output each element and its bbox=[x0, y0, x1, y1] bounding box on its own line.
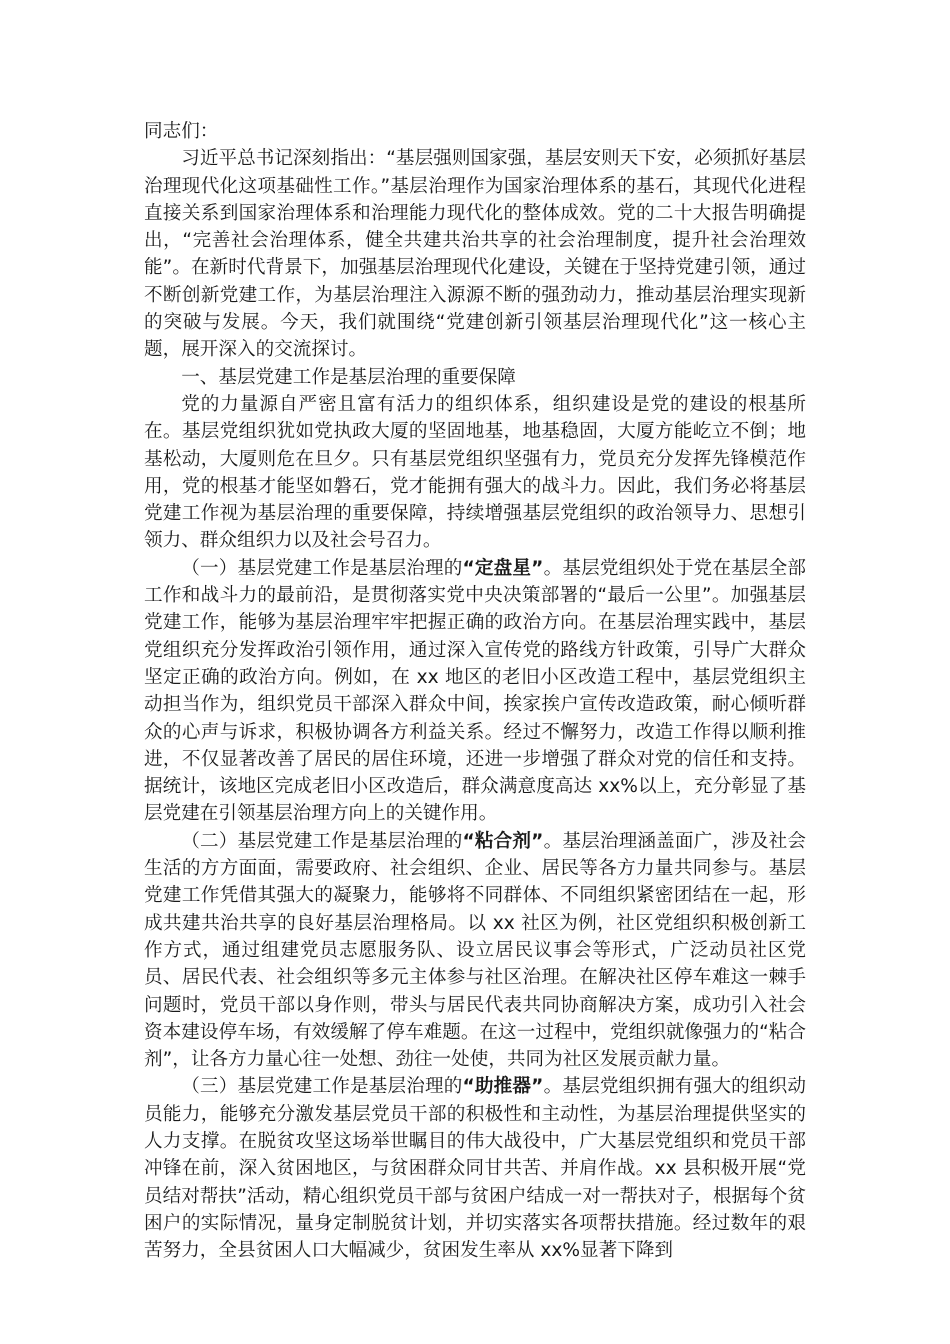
greeting: 同志们： bbox=[144, 121, 219, 142]
subsection-1-keyword: “定盘星” bbox=[462, 557, 544, 579]
document-body bbox=[144, 118, 806, 1264]
intro-paragraph: 习近平总书记深刻指出：“基层强则国家强，基层安则天下安，必须抓好基层治理现代化这项基础性工作。”基层治理作为国家治理体系的基石，其现代化进程直接关系到国家治理体系和治理能力现代化的整体成效。党的二十大报告明确提出，“完善社会治理体系，健全共建共治共享的社会治理制度，提升社会治理效能”。在新时代背景下，加强基层治理现代化建设，关键在于坚持党建引领，通过不断创新党建工作，为基层治理注入源源不断的强劲动力，推动基层治理实现新的突破与发展。今天，我们就围绕“党建创新引领基层治理现代化”这一核心主题，展开深入的交流探讨。 bbox=[144, 148, 806, 361]
section-1-heading: 一、基层党建工作是基层治理的重要保障 bbox=[181, 366, 516, 388]
subsection-2-lead: （二）基层党建工作是基层治理的 bbox=[181, 830, 463, 852]
subsection-1-paragraph bbox=[144, 555, 806, 828]
subsection-3-lead: （三）基层党建工作是基层治理的 bbox=[181, 1076, 463, 1098]
subsection-2-paragraph bbox=[144, 828, 806, 1074]
subsection-2-keyword: “粘合剂” bbox=[462, 830, 544, 852]
subsection-3-keyword: “助推器” bbox=[462, 1076, 544, 1098]
section-1-paragraph: 党的力量源自严密且富有活力的组织体系，组织建设是党的建设的根基所在。基层党组织犹如党执政大厦的坚固地基，地基稳固，大厦方能屹立不倒；地基松动，大厦则危在旦夕。只有基层党组织坚强有力，党员充分发挥先锋模范作用，党的根基才能坚如磐石，党才能拥有强大的战斗力。因此，我们务必将基层党建工作视为基层治理的重要保障，持续增强基层党组织的政治领导力、思想引领力、群众组织力以及社会号召力。 bbox=[144, 393, 806, 552]
subsection-1-body: 。基层党组织处于党在基层全部工作和战斗力的最前沿，是贯彻落实党中央决策部署的“最后一公里”。加强基层党建工作，能够为基层治理牢牢把握正确的政治方向。在基层治理实践中，基层党组织充分发挥政治引领作用，通过深入宣传党的路线方针政策，引导广大群众坚定正确的政治方向。例如，在 xx 地区的老旧小区改造工程中，基层党组织主动担当作为，组织党员干部深入群众中间，挨家挨户宣传改造政策，耐心倾听群众的心声与诉求，积极协调各方利益关系。经过不懈努力，改造工作得以顺利推进，不仅显著改善了居民的居住环境，还进一步增强了群众对党的信任和支持。据统计，该地区完成老旧小区改造后，群众满意度高达 xx%以上，充分彰显了基层党建在引领基层治理方向上的关键作用。 bbox=[144, 557, 806, 825]
subsection-1-lead: （一）基层党建工作是基层治理的 bbox=[181, 557, 463, 579]
subsection-2-body: 。基层治理涵盖面广，涉及社会生活的方方面面，需要政府、社会组织、企业、居民等各方力量共同参与。基层党建工作凭借其强大的凝聚力，能够将不同群体、不同组织紧密团结在一起，形成共建共治共享的良好基层治理格局。以 xx 社区为例，社区党组织积极创新工作方式，通过组建党员志愿服务队、设立居民议事会等形式，广泛动员社区党员、居民代表、社会组织等多元主体参与社区治理。在解决社区停车难这一棘手问题时，党员干部以身作则，带头与居民代表共同协商解决方案，成功引入社会资本建设停车场，有效缓解了停车难题。在这一过程中，党组织就像强力的“粘合剂”，让各方力量心往一处想、劲往一处使，共同为社区发展贡献力量。 bbox=[144, 830, 806, 1071]
subsection-3-paragraph bbox=[144, 1073, 806, 1264]
subsection-3-body: 。基层党组织拥有强大的组织动员能力，能够充分激发基层党员干部的积极性和主动性，为基层治理提供坚实的人力支撑。在脱贫攻坚这场举世瞩目的伟大战役中，广大基层党组织和党员干部冲锋在前，深入贫困地区，与贫困群众同甘共苦、并肩作战。xx 县积极开展“党员结对帮扶”活动，精心组织党员干部与贫困户结成一对一帮扶对子，根据每个贫困户的实际情况，量身定制脱贫计划，并切实落实各项帮扶措施。经过数年的艰苦努力，全县贫困人口大幅减少，贫困发生率从 xx%显著下降到 bbox=[144, 1076, 806, 1262]
